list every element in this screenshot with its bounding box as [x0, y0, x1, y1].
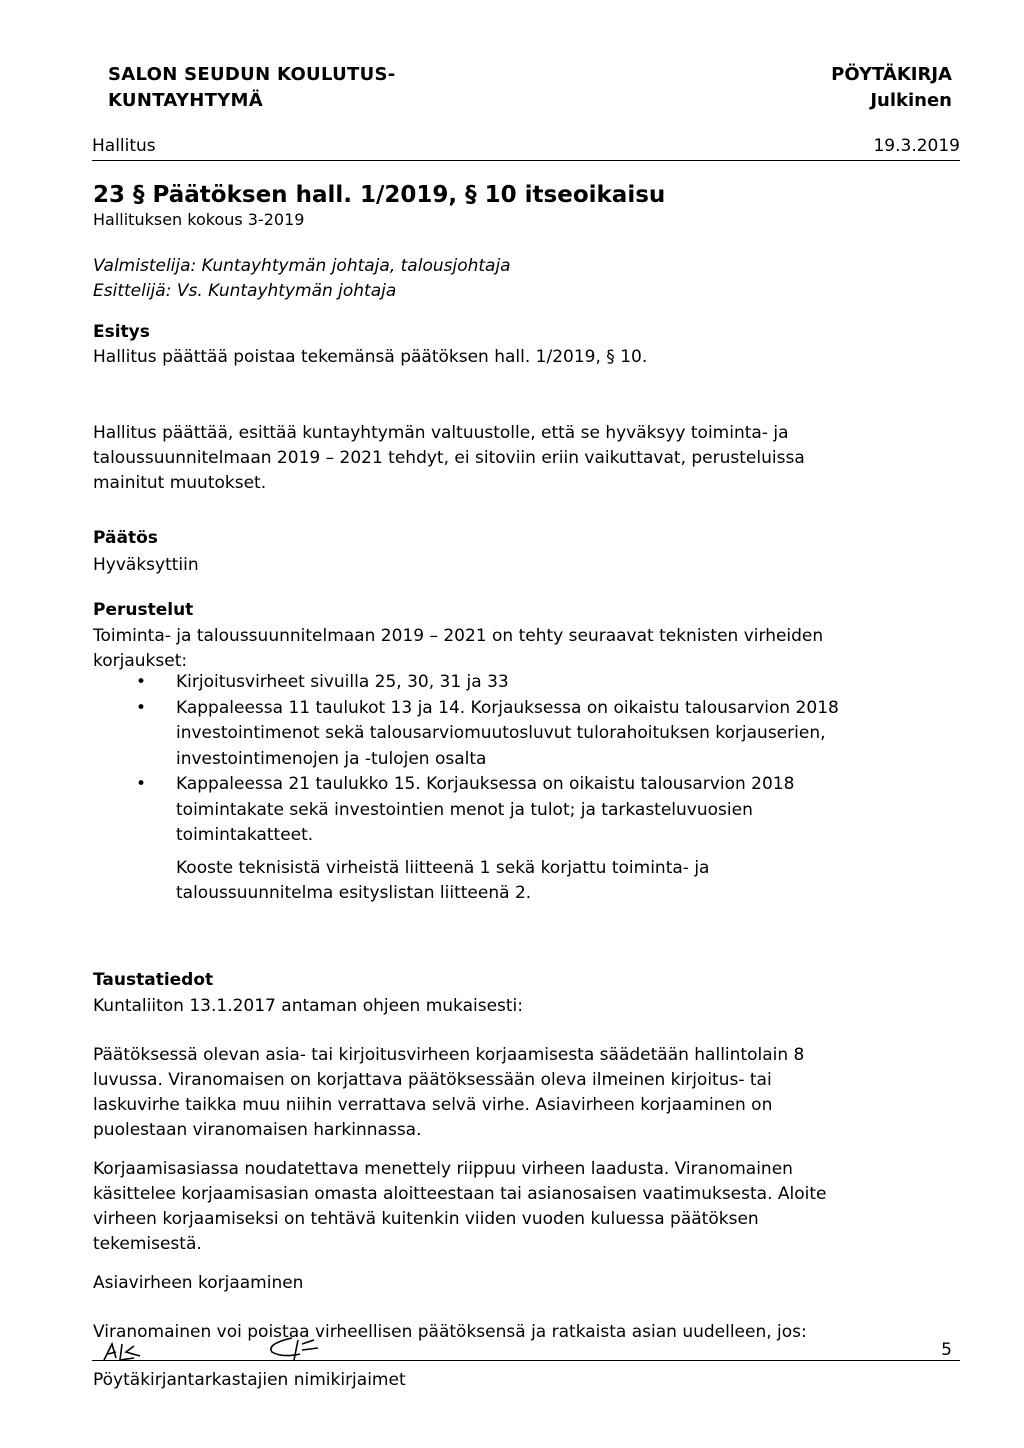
esitys-paragraph-2 — [93, 421, 805, 496]
list-item: • Kappaleessa 21 taulukko 15. Korjauksessa on oikaistu talousarvion 2018 toimintakate sekä investointien menot ja tulot; ja tarkasteluvuosien toimintakatteet. — [140, 772, 839, 849]
page-number: 5 — [941, 1340, 952, 1360]
visibility-label: Julkinen — [870, 90, 952, 111]
text-line: taloussuunnitelma esityslistan liitteenä 2. — [176, 883, 532, 903]
text-line: Päätöksessä olevan asia- tai kirjoitusvirheen korjaamisesta säädetään hallintolain 8 — [93, 1045, 805, 1065]
taustatiedot-intro: Kuntaliiton 13.1.2017 antaman ohjeen mukaisesti: — [93, 996, 524, 1016]
taustatiedot-heading: Taustatiedot — [93, 970, 214, 990]
signature-initials-2 — [262, 1334, 332, 1364]
signature-initials-1 — [100, 1336, 170, 1366]
taustatiedot-paragraph-2 — [93, 1157, 827, 1257]
meeting-name: Hallituksen kokous 3-2019 — [93, 210, 305, 229]
document-type: PÖYTÄKIRJA — [831, 64, 952, 85]
text-line: tekemisestä. — [93, 1234, 202, 1254]
list-item: • Kirjoitusvirheet sivuilla 25, 30, 31 ja 33 — [140, 670, 839, 696]
text-line: käsittelee korjaamisasian omasta aloitteestaan tai asianosaisen vaatimuksesta. Aloite — [93, 1184, 827, 1204]
presenter: Esittelijä: Vs. Kuntayhtymän johtaja — [93, 281, 397, 301]
footer-rule — [92, 1350, 960, 1361]
text-line: laskuvirhe taikka muu niihin verrattava selvä virhe. Asiavirheen korjaaminen on — [93, 1095, 773, 1115]
asiavirhe-text: Viranomainen voi poistaa virheellisen päätöksensä ja ratkaista asian uudelleen, jos: — [93, 1322, 807, 1342]
item-title: 23 § Päätöksen hall. 1/2019, § 10 itseoikaisu — [93, 182, 666, 208]
text-line: Kooste teknisistä virheistä liitteenä 1 sekä korjattu toiminta- ja — [176, 858, 710, 878]
meeting-date: 19.3.2019 — [873, 136, 960, 156]
text-line: puolestaan viranomaisen harkinnassa. — [93, 1120, 422, 1140]
esitys-paragraph-1: Hallitus päättää poistaa tekemänsä päätöksen hall. 1/2019, § 10. — [93, 347, 648, 367]
org-line-2: KUNTAYHTYMÄ — [108, 90, 263, 111]
signatures-label: Pöytäkirjantarkastajien nimikirjaimet — [93, 1370, 406, 1390]
list-item: • Kappaleessa 11 taulukot 13 ja 14. Korjauksessa on oikaistu talousarvion 2018 investointimenot sekä talousarviomuutosluvut tulorahoituksen korjauserien, investointimenojen ja -tulojen osalta — [140, 696, 839, 773]
paatos-heading: Päätös — [93, 528, 158, 548]
text-line: Toiminta- ja taloussuunnitelmaan 2019 – 2021 on tehty seuraavat teknisten virheiden — [93, 626, 824, 646]
perustelut-heading: Perustelut — [93, 600, 194, 620]
text-line: taloussuunnitelmaan 2019 – 2021 tehdyt, ei sitoviin eriin vaikuttavat, perusteluissa — [93, 448, 805, 468]
kooste-paragraph — [176, 856, 709, 906]
preparer: Valmistelija: Kuntayhtymän johtaja, talousjohtaja — [93, 256, 511, 276]
taustatiedot-paragraph-1 — [93, 1043, 804, 1143]
text-line: Korjaamisasiassa noudatettava menettely riippuu virheen laadusta. Viranomainen — [93, 1159, 793, 1179]
asiavirhe-heading: Asiavirheen korjaaminen — [93, 1273, 304, 1293]
organization-name — [108, 62, 396, 114]
text-line: luvussa. Viranomaisen on korjattava päätöksessään oleva ilmeinen kirjoitus- tai — [93, 1070, 772, 1090]
header-rule — [92, 136, 960, 161]
text-line: korjaukset: — [93, 651, 188, 671]
text-line: mainitut muutokset. — [93, 473, 267, 493]
corrections-list — [140, 670, 839, 849]
text-line: virheen korjaamiseksi on tehtävä kuitenkin viiden vuoden kuluessa päätöksen — [93, 1209, 759, 1229]
perustelut-intro — [93, 624, 823, 674]
org-line-1: SALON SEUDUN KOULUTUS- — [108, 64, 396, 85]
document-info — [831, 62, 952, 114]
body-name: Hallitus — [92, 136, 156, 156]
text-line: Hallitus päättää, esittää kuntayhtymän valtuustolle, että se hyväksyy toiminta- ja — [93, 423, 789, 443]
esitys-heading: Esitys — [93, 322, 150, 342]
paatos-text: Hyväksyttiin — [93, 555, 199, 575]
